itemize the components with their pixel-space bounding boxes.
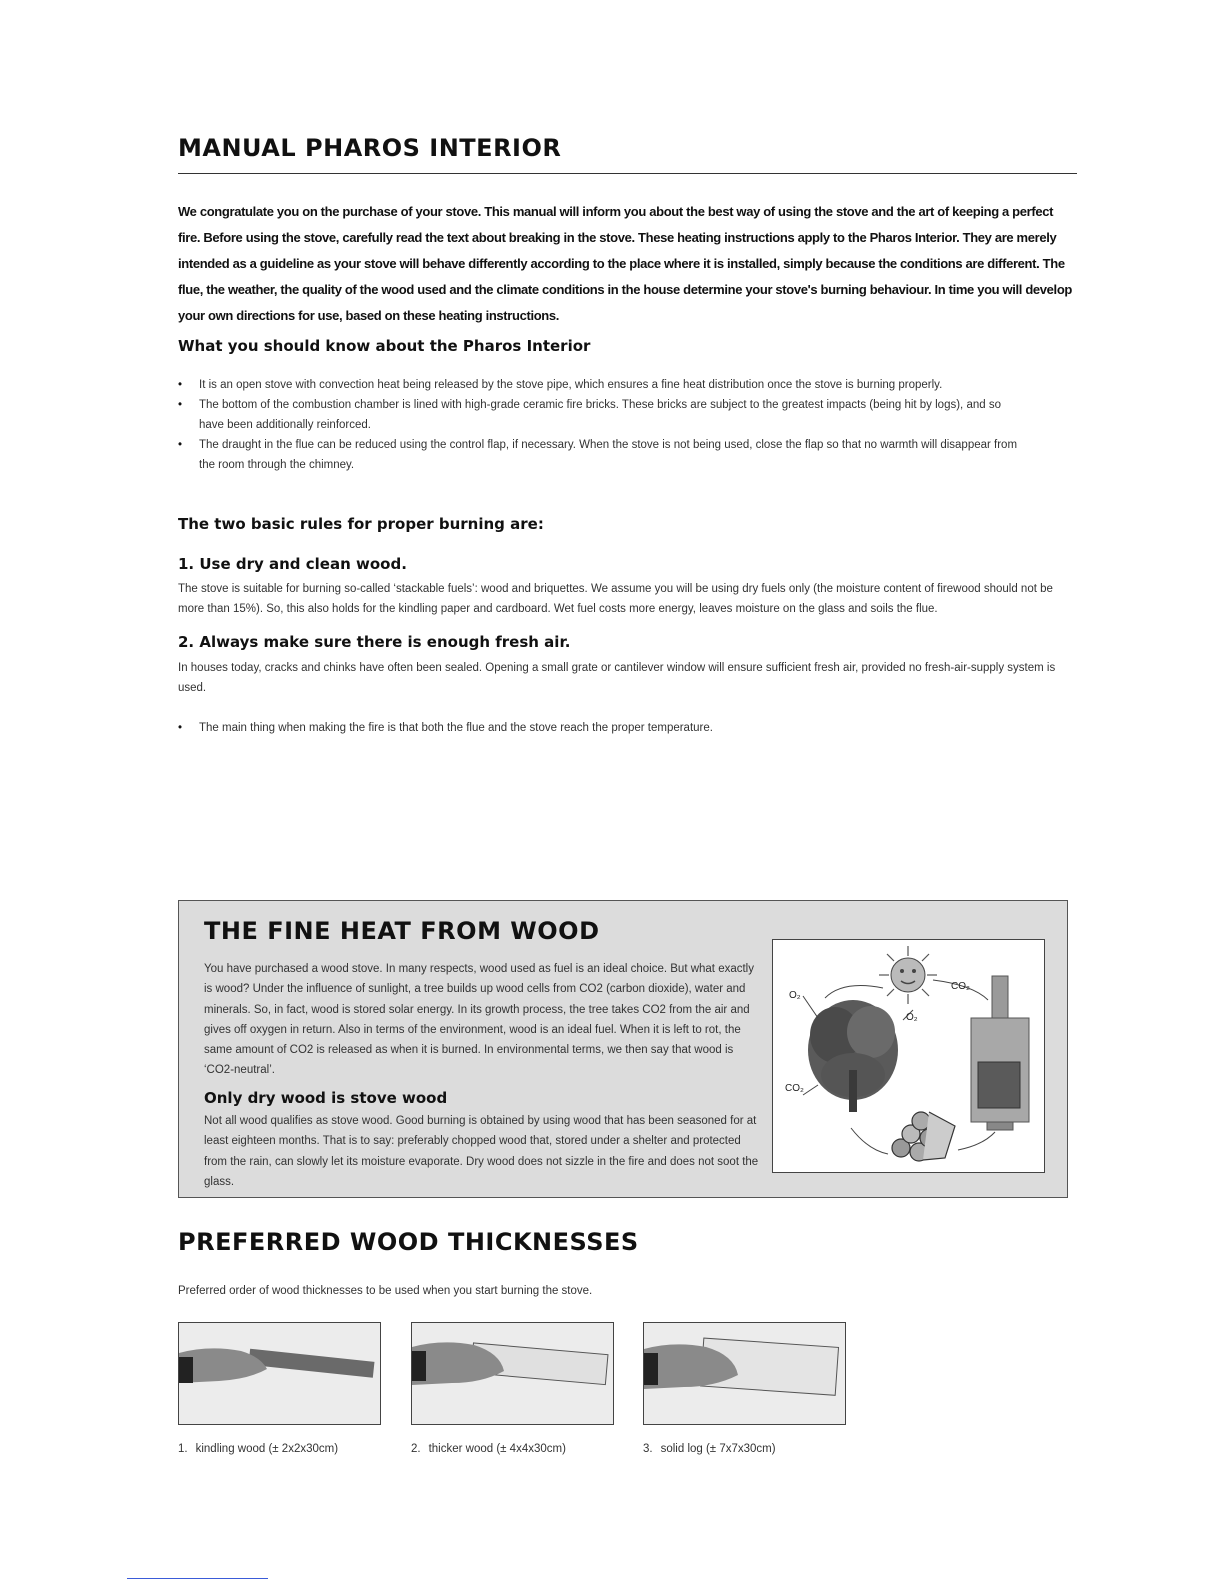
logs-icon — [892, 1112, 955, 1161]
thicker-wood-photo — [411, 1322, 614, 1425]
o2-label-left: O₂ — [789, 990, 801, 1001]
bullet-icon: • — [178, 379, 183, 391]
box-subheading: Only dry wood is stove wood — [204, 1089, 448, 1107]
rule1-text: The stove is suitable for burning so-called ‘stackable fuels’: wood and briquettes. We assume you will be using dry fuels only (the moisture content of firewood should not be more than 15%). So, this also holds for the kindling paper and cardboard. Wet fuel costs more energy, leaves moisture on the glass and soils the flue. — [178, 583, 1053, 615]
bullet-icon: • — [178, 399, 183, 411]
rule2-text: In houses today, cracks and chinks have often been sealed. Opening a small grate or cantilever window will ensure sufficient fresh air, provided no fresh-air-supply system is used. — [178, 662, 1056, 694]
page-title: MANUAL PHAROS INTERIOR — [178, 134, 562, 162]
box-title: THE FINE HEAT FROM WOOD — [204, 917, 600, 945]
intro-paragraph: We congratulate you on the purchase of your stove. This manual will inform you about the best way of using the stove and the art of keeping a perfect fire. Before using the stove, carefully read the text about breaking in the stove. These heating instructions apply to the Pharos Interior. They are merely intended as a guideline as your stove will behave differently according to the place where it is installed, simply because the conditions are different. The flue, the weather, the quality of the wood used and the climate conditions in the house determine your stove's burning behaviour. In time you will develop your own directions for use, based on these heating instructions. — [178, 204, 1072, 323]
kindling-wood-photo — [178, 1322, 381, 1425]
list-item: • The bottom of the combustion chamber is lined with high-grade ceramic fire bricks. These bricks are subject to the greatest impacts (being hit by logs), and so have been additionally reinforced. — [178, 395, 1028, 435]
preferred-intro: Preferred order of wood thicknesses to be used when you start burning the stove. — [178, 1285, 593, 1297]
box-paragraph-1: You have purchased a wood stove. In many respects, wood used as fuel is an ideal choice. But what exactly is wood? Under the influence of sunlight, a tree builds up wood cells from CO2 (carbon dioxide), water and minerals. So, in fact, wood is stored solar energy. In its growth process, the tree takes CO2 from the air and gives off oxygen in return. Also in terms of the environment, wood is an ideal fuel. When it is left to rot, the same amount of CO2 is released as when it is burned. In environmental terms, we then say that wood is ‘CO2-neutral’. — [204, 963, 754, 1077]
co2-label-sun: CO₂ — [951, 981, 970, 992]
footer-link-underline — [127, 1578, 268, 1579]
bullet-icon: • — [178, 722, 183, 734]
o2-label-mid: O₂ — [906, 1012, 918, 1023]
know-heading: What you should know about the Pharos Interior — [178, 337, 591, 355]
caption-thicker: 2. thicker wood (± 4x4x30cm) — [411, 1443, 566, 1455]
list-item: • It is an open stove with convection heat being released by the stove pipe, which ensures a fine heat distribution once the stove is burning properly. — [178, 375, 1028, 395]
sun-icon — [879, 946, 937, 1004]
preferred-heading: PREFERRED WOOD THICKNESSES — [178, 1228, 639, 1256]
list-item: • The draught in the flue can be reduced using the control flap, if necessary. When the stove is not being used, close the flap so that no warmth will disappear from the room through the chimney. — [178, 435, 1028, 475]
rules-bullet-list — [178, 718, 1028, 738]
co2-label-tree: CO₂ — [785, 1083, 804, 1094]
fine-heat-box — [178, 900, 1068, 1198]
stove-icon — [971, 976, 1029, 1130]
caption-kindling: 1. kindling wood (± 2x2x30cm) — [178, 1443, 339, 1455]
know-bullet-list — [178, 375, 1028, 475]
list-item: • The main thing when making the fire is that both the flue and the stove reach the proper temperature. — [178, 718, 1028, 738]
caption-solid-log: 3. solid log (± 7x7x30cm) — [643, 1443, 776, 1455]
box-paragraph-2: Not all wood qualifies as stove wood. Good burning is obtained by using wood that has been seasoned for at least eighteen months. That is to say: preferably chopped wood that, stored under a shelter and protected from the rain, can slowly let its moisture evaporate. Dry wood does not sizzle in the fire and does not soot the glass. — [204, 1115, 759, 1188]
title-divider — [178, 173, 1077, 174]
solid-log-photo — [643, 1322, 846, 1425]
rule2-title: 2. Always make sure there is enough fresh air. — [178, 633, 571, 651]
tree-icon — [808, 1000, 898, 1112]
rules-heading: The two basic rules for proper burning are: — [178, 515, 544, 533]
bullet-icon: • — [178, 439, 183, 451]
rule1-title: 1. Use dry and clean wood. — [178, 555, 407, 573]
wood-cycle-svg — [773, 940, 1044, 1172]
wood-cycle-illustration — [772, 939, 1045, 1173]
